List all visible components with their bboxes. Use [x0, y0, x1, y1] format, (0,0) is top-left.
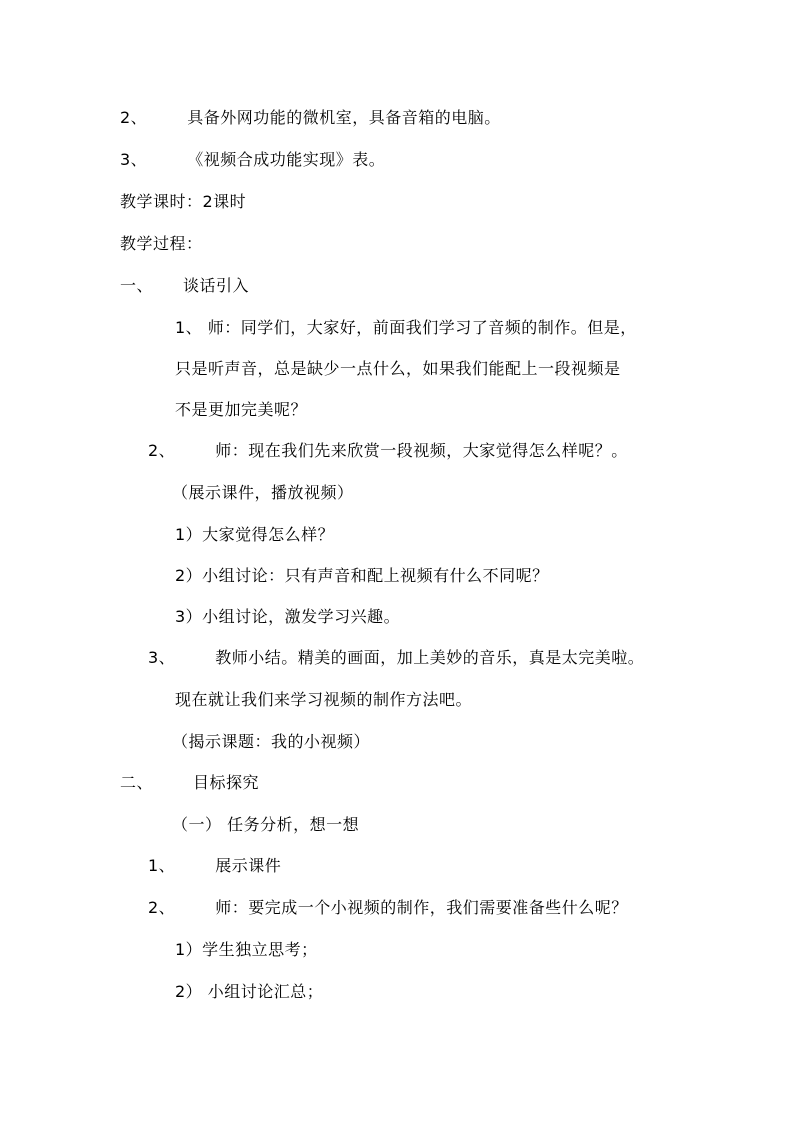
teaching-hours: [120, 192, 246, 212]
section-number: 二、: [120, 773, 154, 792]
paragraph-line: [175, 690, 472, 710]
teaching-process-heading: [120, 234, 203, 254]
item-1-courseware: [148, 856, 281, 876]
line-text: （一） 任务分析，想一想: [172, 815, 360, 834]
item-text: 《视频合成功能实现》表。: [187, 150, 386, 169]
line-text: 教学过程：: [120, 234, 203, 253]
sub-item: [175, 982, 323, 1002]
line-text: 不是更加完美呢？: [175, 400, 308, 419]
sub-item: [175, 525, 334, 545]
item-number: 2、: [148, 441, 176, 460]
section-title: 目标探究: [193, 773, 260, 792]
line-text: 只是听声音，总是缺少一点什么，如果我们能配上一段视频是: [175, 359, 621, 378]
sub-item: [175, 940, 318, 960]
line-text: 教学课时：2课时: [120, 192, 247, 211]
line-text: 1）大家觉得怎么样？: [175, 525, 335, 544]
line-text: （揭示课题：我的小视频）: [172, 732, 371, 751]
paragraph-line: [172, 732, 370, 752]
line-text: 2）小组讨论：只有声音和配上视频有什么不同呢？: [175, 566, 549, 585]
subsection-heading: [172, 815, 359, 835]
item-text: 师：要完成一个小视频的制作，我们需要准备些什么呢？: [215, 898, 628, 917]
item-3-table: [120, 150, 385, 170]
item-3-summary: [148, 648, 644, 668]
sub-item: [175, 607, 400, 627]
paragraph-line: [172, 483, 354, 503]
line-text: 1）学生独立思考；: [175, 940, 318, 959]
item-text: 教师小结。精美的画面，加上美妙的音乐，真是太完美啦。: [215, 648, 645, 667]
line-text: 2） 小组讨论汇总；: [175, 982, 324, 1001]
paragraph-line: [175, 318, 637, 338]
item-text: 展示课件: [215, 856, 282, 875]
item-text: 师：现在我们先来欣赏一段视频，大家觉得怎么样呢？。: [215, 441, 628, 460]
item-number: 2、: [148, 898, 176, 917]
line-text: 1、 师：同学们，大家好，前面我们学习了音频的制作。但是，: [175, 318, 637, 337]
item-text: 具备外网功能的微机室，具备音箱的电脑。: [187, 108, 501, 127]
item-number: 3、: [148, 648, 176, 667]
line-text: 现在就让我们来学习视频的制作方法吧。: [175, 690, 473, 709]
item-2-requirements: [120, 108, 501, 128]
item-2-teacher: [148, 441, 628, 461]
line-text: 3）小组讨论，激发学习兴趣。: [175, 607, 401, 626]
item-number: 1、: [148, 856, 176, 875]
item-2-teacher-question: [148, 898, 628, 918]
item-number: 2、: [120, 108, 148, 127]
sub-item: [175, 566, 549, 586]
section-1-heading: [120, 276, 249, 296]
section-number: 一、: [120, 276, 154, 295]
section-title: 谈话引入: [183, 276, 250, 295]
section-2-heading: [120, 773, 259, 793]
item-number: 3、: [120, 150, 148, 169]
paragraph-line: [175, 400, 307, 420]
line-text: （展示课件，播放视频）: [172, 483, 354, 502]
paragraph-line: [175, 359, 621, 379]
